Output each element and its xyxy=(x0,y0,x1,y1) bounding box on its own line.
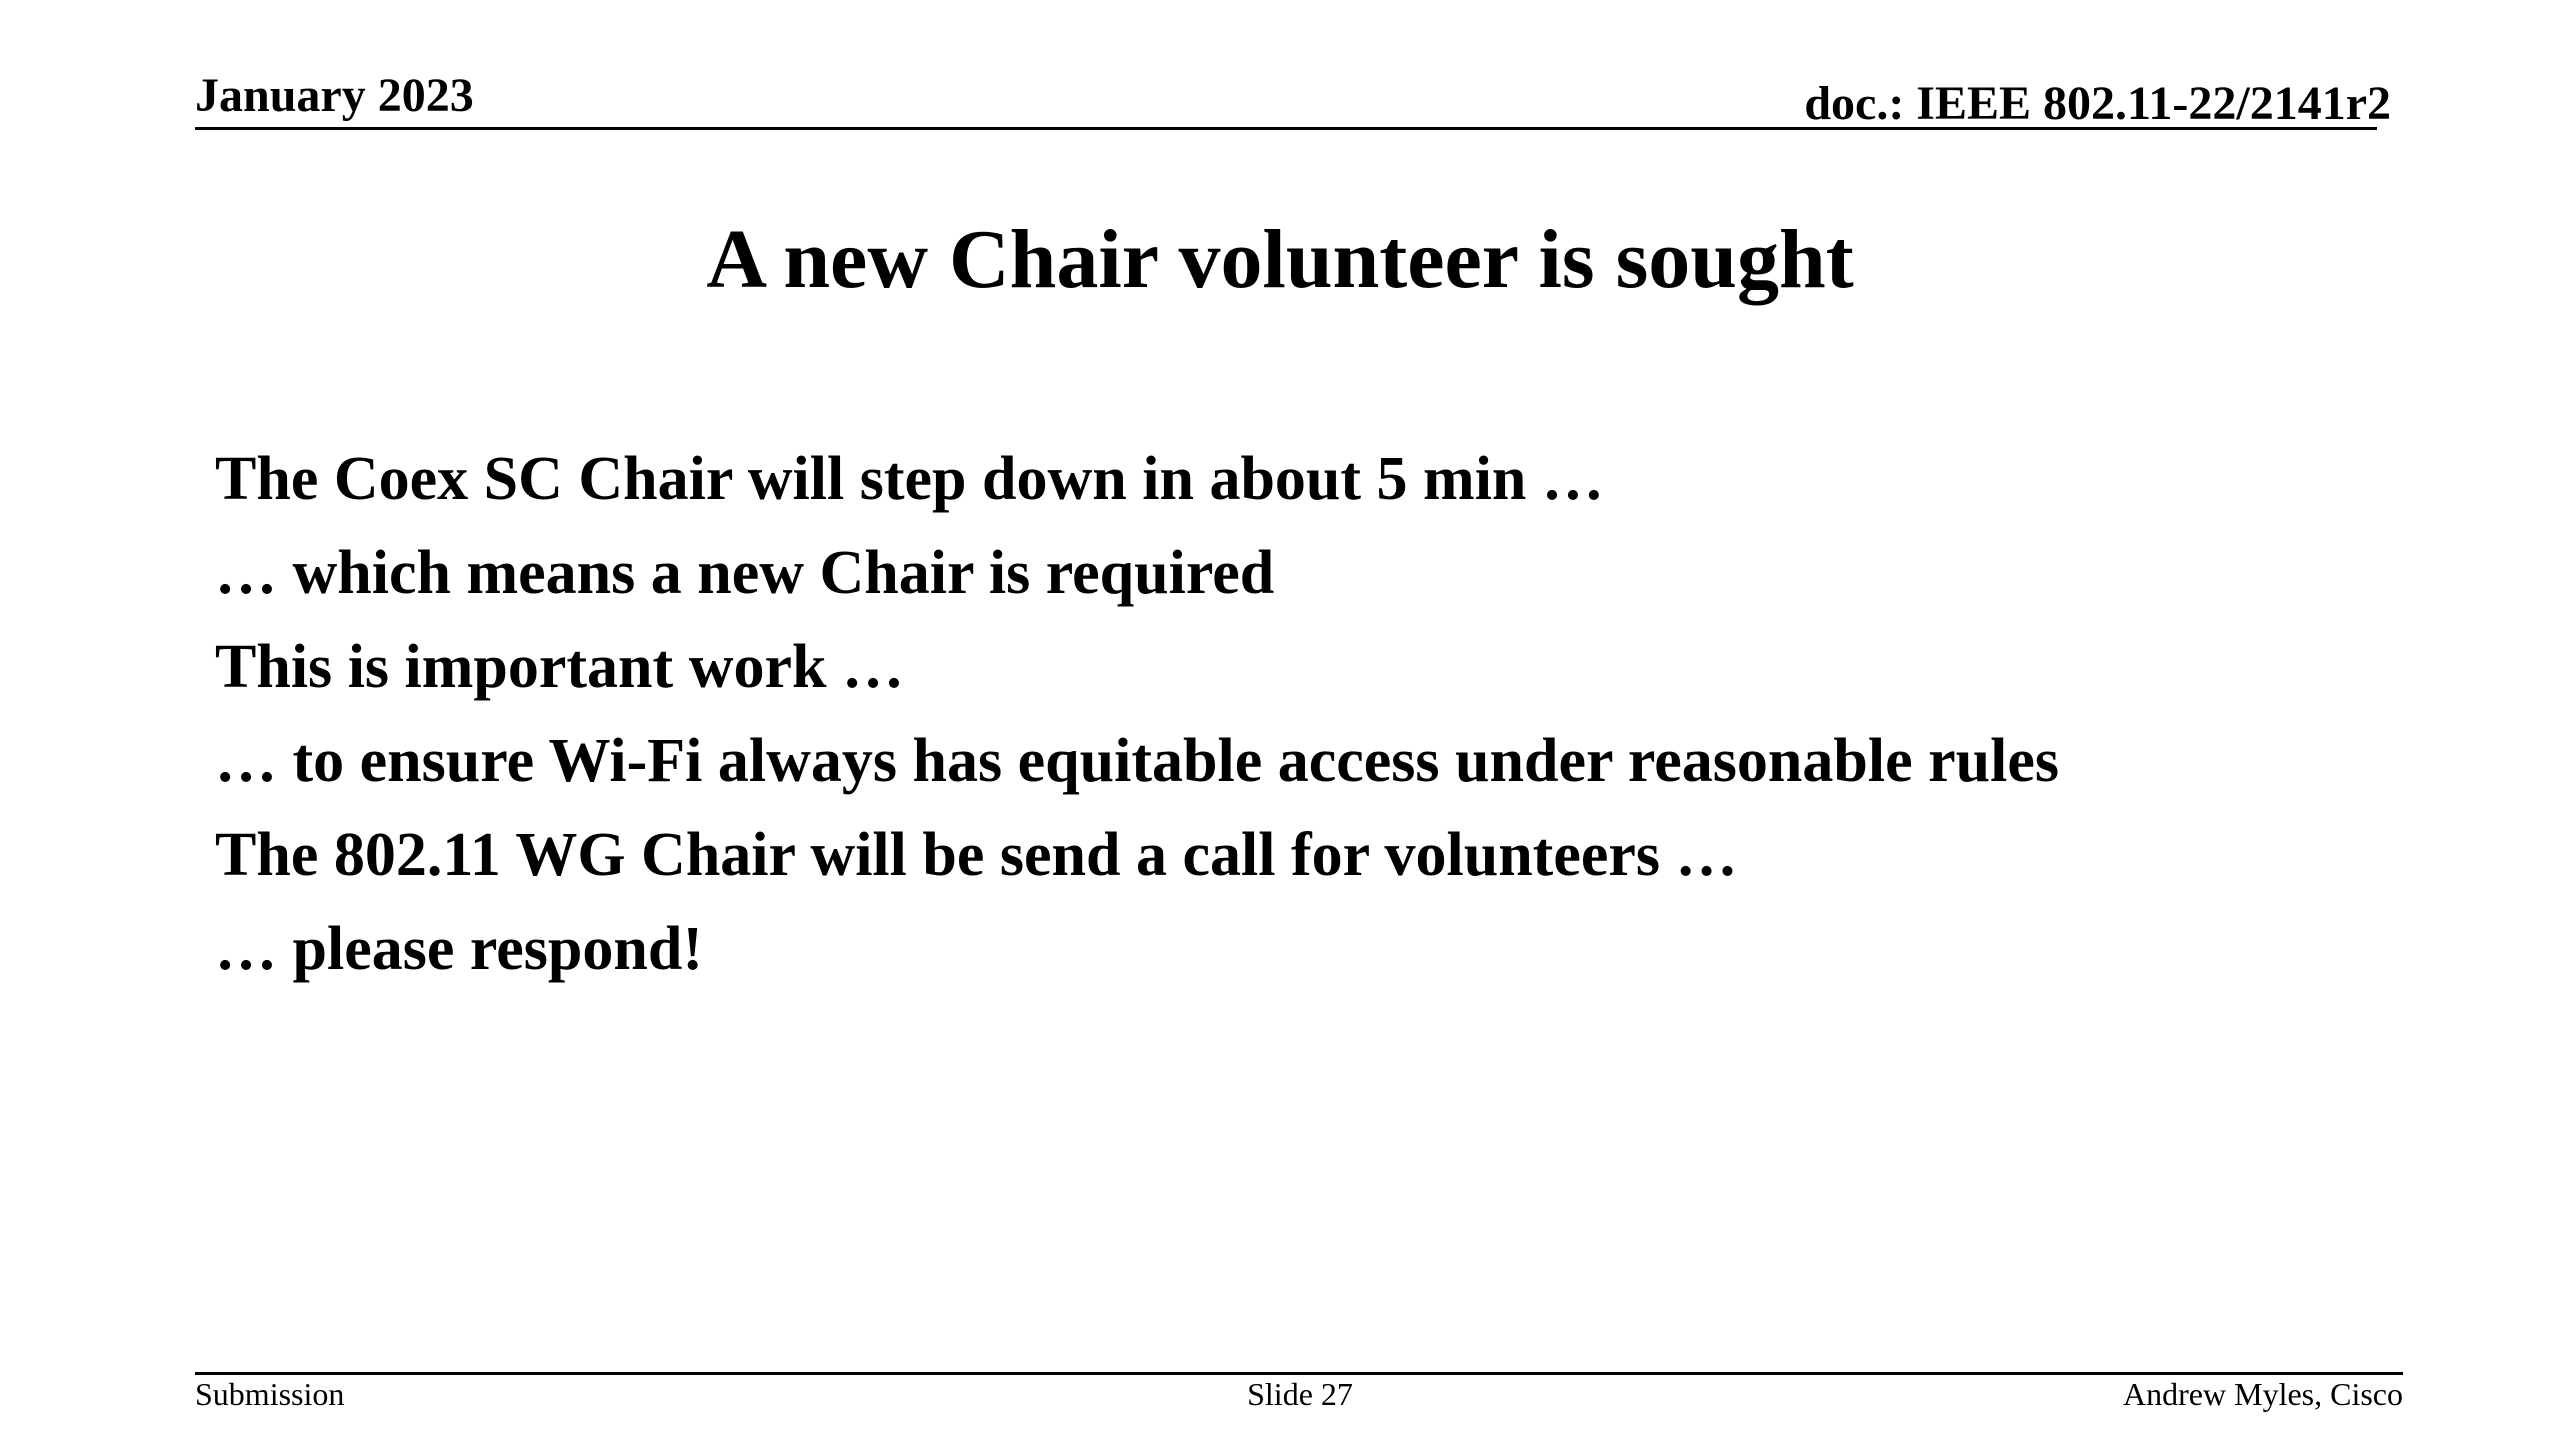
body-line-2: … which means a new Chair is required xyxy=(215,539,1275,607)
footer-submission: Submission xyxy=(195,1376,345,1412)
footer-author: Andrew Myles, Cisco xyxy=(2123,1376,2403,1412)
footer-slide-number: Slide 27 xyxy=(1247,1376,1353,1412)
slide-body xyxy=(215,432,2059,996)
body-line-6: … please respond! xyxy=(215,915,704,983)
body-line-4: … to ensure Wi-Fi always has equitable access under reasonable rules xyxy=(215,727,2060,795)
body-line-1: The Coex SC Chair will step down in about 5 min … xyxy=(215,445,1604,513)
footer-divider xyxy=(195,1372,2403,1375)
body-line-3: This is important work … xyxy=(215,633,904,701)
body-line-5: The 802.11 WG Chair will be send a call for volunteers … xyxy=(215,821,1738,889)
header-date: January 2023 xyxy=(195,69,474,122)
header-divider xyxy=(195,127,2377,130)
header-doc-id: doc.: IEEE 802.11-22/2141r2 xyxy=(1804,77,2391,130)
slide-title: A new Chair volunteer is sought xyxy=(706,213,1854,306)
